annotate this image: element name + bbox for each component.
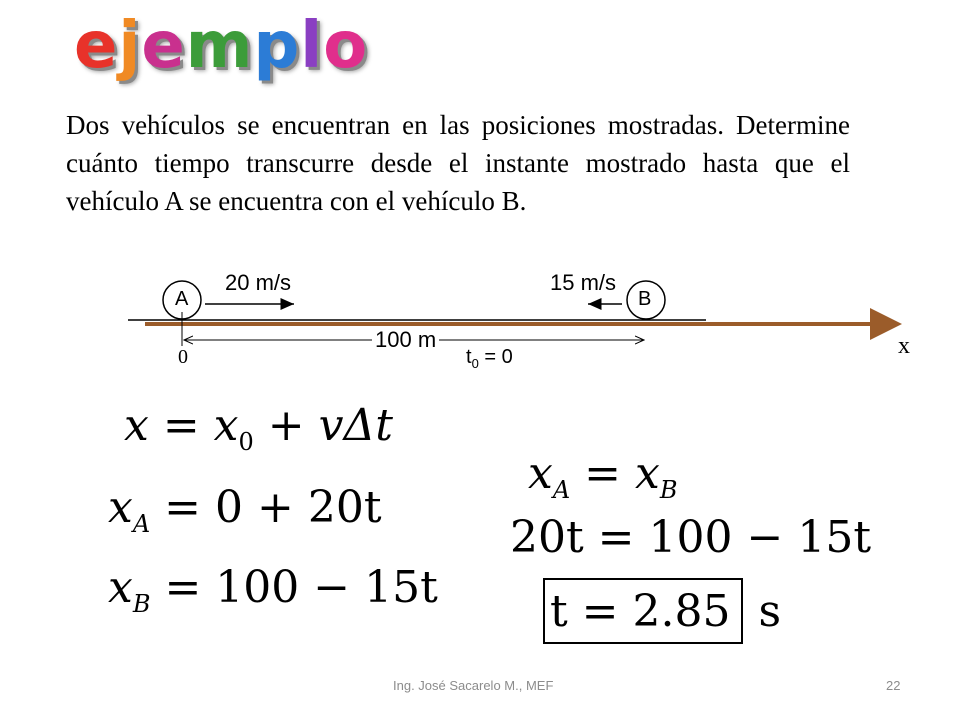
speed-b-label: 15 m/s (550, 270, 617, 295)
eq-meet-b: x (635, 448, 660, 499)
vehicle-a-label: A (175, 288, 189, 310)
t0-label (466, 346, 513, 371)
t0-symbol: t (466, 346, 472, 368)
eq-xa-rhs: = 0 + 20t (150, 482, 382, 533)
equation-solve: 20t = 100 − 15t (510, 512, 872, 563)
eq-general-x: x (213, 400, 239, 451)
speed-a-label: 20 m/s (225, 270, 292, 295)
eq-xa-sub: A (132, 510, 151, 538)
equation-xb (108, 562, 438, 618)
distance-label: 100 m (372, 327, 439, 353)
t0-subscript: 0 (471, 356, 479, 371)
vehicle-b-label: B (638, 288, 652, 310)
origin-label: 0 (178, 346, 188, 368)
eq-meet-a-sub: A (552, 476, 571, 504)
eq-xb-var: x (108, 562, 133, 613)
title-letter: p (253, 9, 301, 83)
eq-general-rest: + vΔt (253, 400, 393, 451)
footer-author: Ing. José Sacarelo M., MEF (393, 678, 554, 693)
problem-statement: Dos vehículos se encuentran en las posiciones mostradas. Determine cuánto tiempo transcurre desde el instante mostrado hasta que el vehículo A se encuentra con el vehículo B. (66, 110, 850, 216)
page-number: 22 (886, 678, 901, 693)
eq-xa-var: x (108, 482, 133, 533)
eq-meet-a: x (528, 448, 553, 499)
title-letter: o (323, 9, 369, 83)
equation-meet (528, 448, 678, 504)
title-letter: m (185, 9, 254, 83)
general-equation (124, 400, 393, 456)
answer-equation: t = 2.85 s (550, 586, 782, 637)
title-letter: e (74, 9, 119, 83)
t0-value: = 0 (478, 346, 513, 368)
eq-xb-rhs: = 100 − 15t (150, 562, 438, 613)
eq-xb-sub: B (132, 590, 151, 618)
title-letter: e (141, 9, 186, 83)
eq-meet-eq: = (570, 448, 636, 499)
equation-xa (108, 482, 382, 538)
eq-general-eq: = (148, 400, 214, 451)
eq-general-lhs: x (124, 400, 149, 451)
axis-x-label: x (898, 333, 910, 359)
eq-general-sub: 0 (238, 428, 254, 456)
title-letter: l (300, 9, 324, 83)
title-letter: j (118, 9, 142, 83)
eq-meet-b-sub: B (659, 476, 678, 504)
